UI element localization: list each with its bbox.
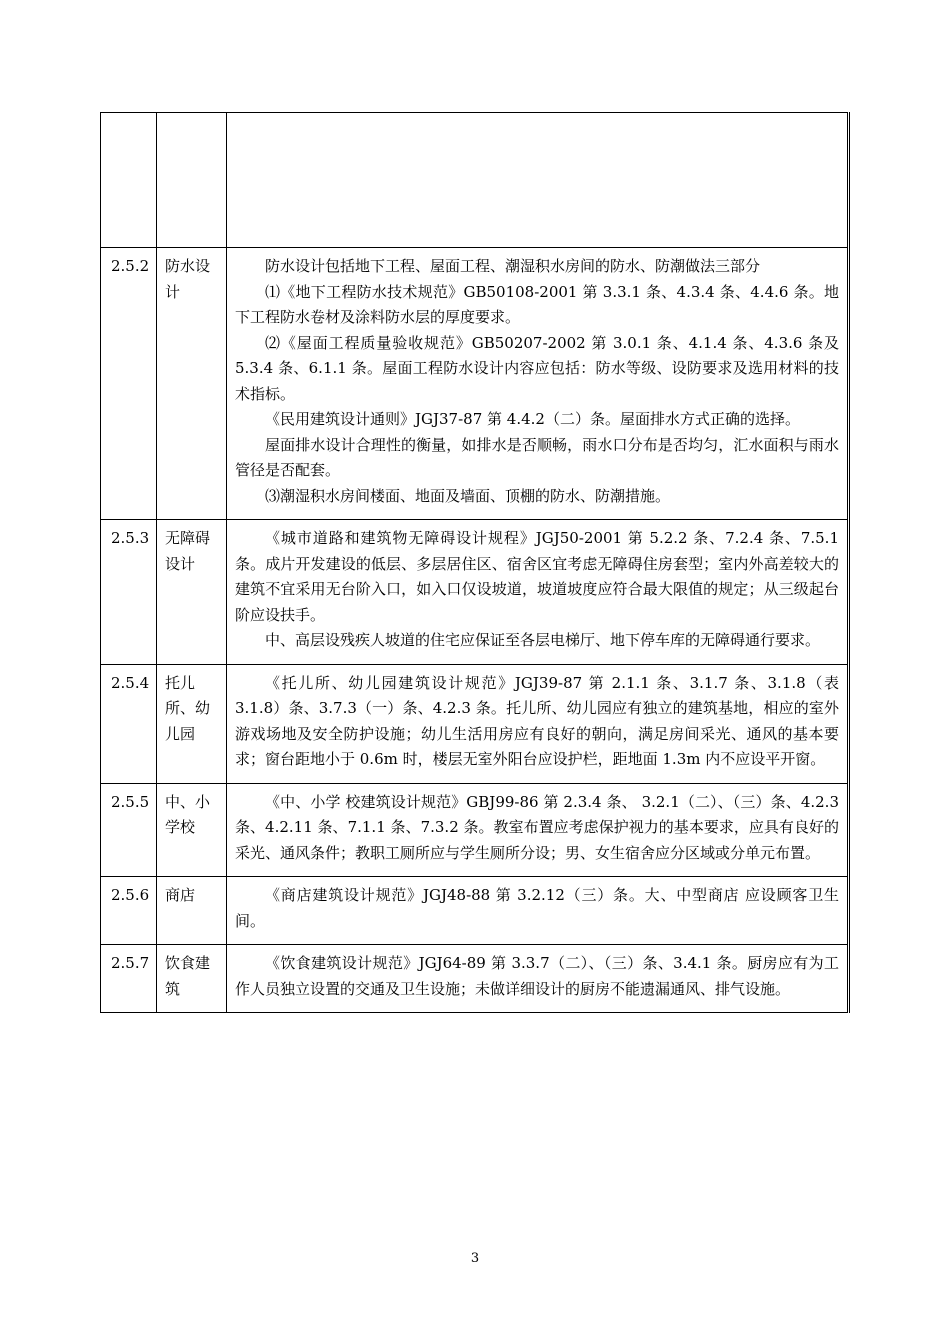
page-number: 3 xyxy=(470,1251,480,1266)
content-cell xyxy=(227,113,849,248)
section-number-cell: 2.5.7 xyxy=(101,945,157,1013)
content-paragraph: 《饮食建筑设计规范》JGJ64-89 第 3.3.7（二）、（三）条、3.4.1 条。厨房应有为工作人员独立设置的交通及卫生设施；未做详细设计的厨房不能遗漏通风、排气设施。 xyxy=(235,954,839,998)
section-number-cell: 2.5.3 xyxy=(101,520,157,665)
table-row xyxy=(101,248,849,520)
content-paragraph: ⑴《地下工程防水技术规范》GB50108-2001 第 3.3.1 条、4.3.4 条、4.4.6 条。地下工程防水卷材及涂料防水层的厚度要求。 xyxy=(235,282,839,326)
section-number-cell: 2.5.2 xyxy=(101,248,157,520)
table-row xyxy=(101,945,849,1013)
table-row xyxy=(101,520,849,665)
content-paragraph: 《商店建筑设计规范》JGJ48-88 第 3.2.12（三）条。大、中型商店 应设顾客卫生间。 xyxy=(235,886,839,930)
section-number-cell: 2.5.5 xyxy=(101,783,157,877)
content-cell xyxy=(227,664,849,783)
section-number-cell: 2.5.4 xyxy=(101,664,157,783)
table-row xyxy=(101,113,849,248)
table-row xyxy=(101,664,849,783)
category-cell: 商店 xyxy=(157,877,227,945)
content-paragraph: 《城市道路和建筑物无障碍设计规程》JGJ50-2001 第 5.2.2 条、7.2.4 条、7.5.1 条。成片开发建设的低层、多层居住区、宿舍区宜考虑无障碍住房套型；室内外高差较大的建筑不宜采用无台阶入口，如入口仅设坡道，坡道坡度应符合最大限值的规定；从三级起台阶应设扶手。 xyxy=(235,529,839,624)
content-paragraph: ⑵《屋面工程质量验收规范》GB50207-2002 第 3.0.1 条、4.1.4 条、4.3.6 条及 5.3.4 条、6.1.1 条。屋面工程防水设计内容应包括：防水等级、设防要求及选用材料的技术指标。 xyxy=(235,333,839,403)
category-cell: 托儿所、幼儿园 xyxy=(157,664,227,783)
content-paragraph: 《民用建筑设计通则》JGJ37-87 第 4.4.2（二）条。屋面排水方式正确的选择。 xyxy=(265,410,800,428)
regulation-table xyxy=(100,112,850,1013)
section-number-cell xyxy=(101,113,157,248)
content-paragraph: ⑶潮湿积水房间楼面、地面及墙面、顶棚的防水、防潮措施。 xyxy=(265,486,671,505)
table-row xyxy=(101,877,849,945)
content-paragraph: 屋面排水设计合理性的衡量，如排水是否顺畅，雨水口分布是否均匀，汇水面积与雨水管径是否配套。 xyxy=(235,435,839,479)
content-cell xyxy=(227,945,849,1013)
content-cell xyxy=(227,248,849,520)
content-paragraph: 《中、小学 校建筑设计规范》GBJ99-86 第 2.3.4 条、 3.2.1（二）、（三）条、4.2.3 条、4.2.11 条、7.1.1 条、7.3.2 条。教室布置应考虑保护视力的基本要求，应具有良好的采光、通风条件；教职工厕所应与学生厕所分设；男、女生宿舍应分区域或分单元布置。 xyxy=(235,792,839,862)
regulation-table-body xyxy=(101,113,849,1013)
category-cell: 无障碍设计 xyxy=(157,520,227,665)
category-cell: 防水设计 xyxy=(157,248,227,520)
content-paragraph: 防水设计包括地下工程、屋面工程、潮湿积水房间的防水、防潮做法三部分 xyxy=(265,257,761,275)
content-cell xyxy=(227,783,849,877)
content-cell xyxy=(227,877,849,945)
content-paragraph: 《托儿所、幼儿园建筑设计规范》JGJ39-87 第 2.1.1 条、3.1.7 条、3.1.8（表 3.1.8）条、3.7.3（一）条、4.2.3 条。托儿所、幼儿园应有独立的建筑基地，相应的室外游戏场地及安全防护设施；幼儿生活用房应有良好的朝向，满足房间采光、通风的基本要求；窗台距地小于 0.6m 时，楼层无室外阳台应设护栏，距地面 1.3m 内不应设平开窗。 xyxy=(235,673,839,768)
content-cell xyxy=(227,520,849,665)
content-paragraph: 中、高层设残疾人坡道的住宅应保证至各层电梯厅、地下停车库的无障碍通行要求。 xyxy=(265,631,821,649)
category-cell: 中、小学校 xyxy=(157,783,227,877)
category-cell: 饮食建筑 xyxy=(157,945,227,1013)
category-cell xyxy=(157,113,227,248)
section-number-cell: 2.5.6 xyxy=(101,877,157,945)
table-row xyxy=(101,783,849,877)
